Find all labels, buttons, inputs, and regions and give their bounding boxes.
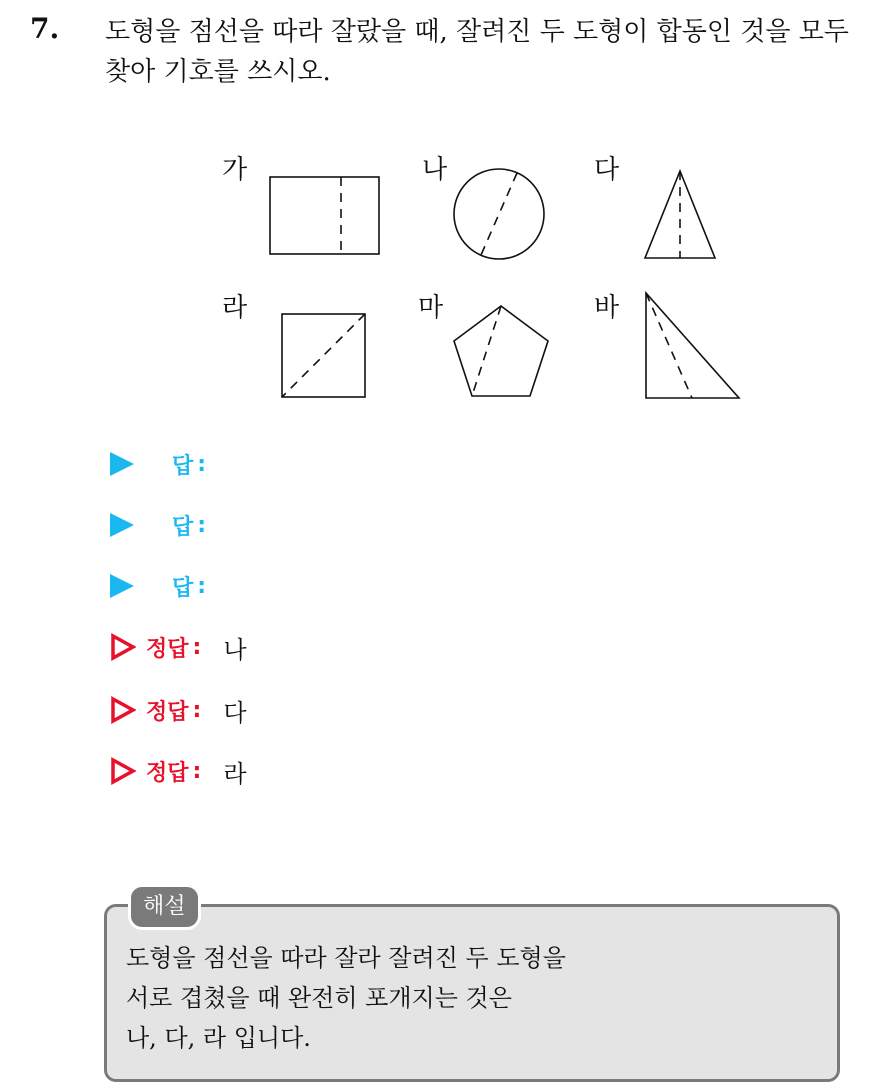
figure-ma (418, 293, 548, 396)
figure-label: 마 (418, 293, 444, 323)
answer-label: 답 (172, 575, 194, 601)
outline-play-icon (110, 757, 136, 785)
correct-value: 다 (223, 698, 247, 727)
correct-colon: : (192, 697, 202, 723)
answer-row (110, 444, 206, 484)
figure-na (422, 155, 544, 259)
correct-answer-row (110, 751, 247, 791)
answer-colon: : (197, 512, 207, 538)
figure-ba (594, 293, 739, 398)
explanation-line: 서로 겹쳤을 때 완전히 포개지는 것은 (126, 984, 512, 1012)
figure-label: 나 (422, 155, 448, 185)
play-icon (110, 513, 134, 537)
correct-colon: : (192, 634, 202, 660)
outline-play-icon (110, 696, 136, 724)
figure-ga (222, 155, 379, 254)
answer-colon: : (197, 573, 207, 599)
right-triangle-shape (646, 293, 739, 398)
outline-play-icon (110, 633, 136, 661)
cut-line (646, 293, 692, 398)
correct-label: 정답 (146, 636, 189, 662)
pentagon-shape (454, 306, 548, 396)
correct-label: 정답 (146, 760, 189, 786)
figure-label: 라 (222, 293, 248, 323)
play-icon (110, 574, 134, 598)
question-text: 도형을 점선을 따라 잘랐을 때, 잘려진 두 도형이 합동인 것을 모두 찾아 기호를 쓰시오. (105, 17, 849, 87)
correct-value: 나 (223, 635, 247, 664)
figure-label: 가 (222, 155, 248, 185)
correct-answer-row (110, 627, 247, 667)
figure-da (594, 155, 715, 258)
figure-label: 다 (594, 155, 620, 185)
triangle-shape (645, 171, 715, 258)
correct-colon: : (192, 758, 202, 784)
figures-panel (0, 0, 884, 420)
play-icon (110, 452, 134, 476)
answer-colon: : (197, 451, 207, 477)
rectangle-shape (270, 177, 379, 254)
explanation-tag: 해설 (128, 884, 201, 930)
correct-answer-row (110, 690, 247, 730)
correct-label: 정답 (146, 699, 189, 725)
answer-label: 답 (172, 453, 194, 479)
correct-value: 라 (223, 759, 247, 788)
explanation-line: 나, 다, 라 입니다. (126, 1024, 311, 1052)
explanation-text (126, 938, 826, 1058)
cut-line (282, 314, 365, 397)
answer-label: 답 (172, 514, 194, 540)
question-number: 7. (30, 12, 60, 45)
cut-line (472, 306, 501, 396)
cut-line (481, 173, 517, 255)
answer-row (110, 566, 206, 606)
answer-row (110, 505, 206, 545)
explanation-line: 도형을 점선을 따라 잘라 잘려진 두 도형을 (126, 944, 566, 972)
figure-label: 바 (594, 293, 620, 323)
circle-shape (454, 169, 544, 259)
figure-ra (222, 293, 365, 397)
